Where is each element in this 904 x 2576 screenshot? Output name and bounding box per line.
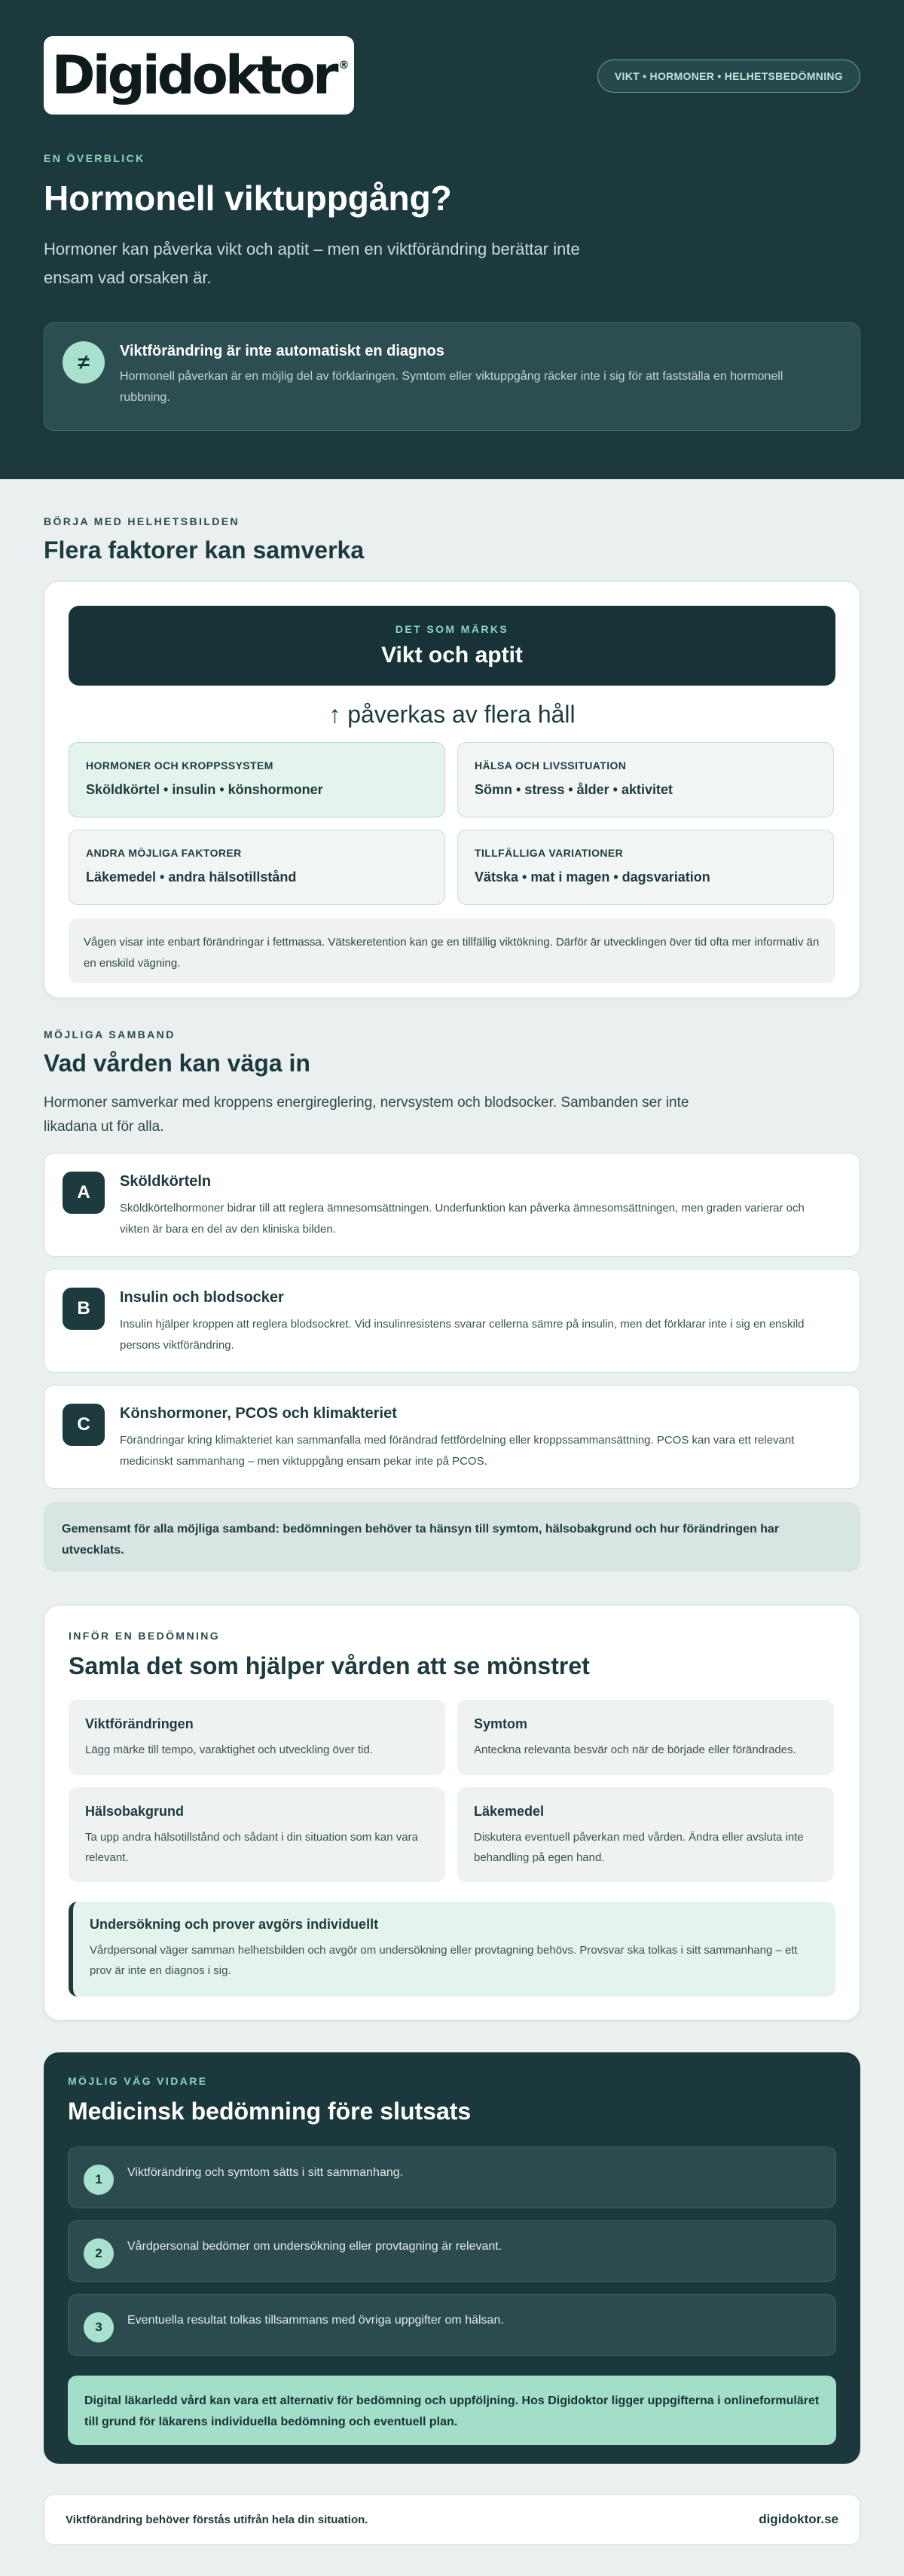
footer-site-link[interactable]: digidoktor.se <box>759 2512 838 2526</box>
factor-value: Sköldkörtel • insulin • könshormoner <box>86 782 323 797</box>
mechanisms-title: Vad vården kan väga in <box>44 1050 310 1077</box>
factor-grid <box>69 742 835 905</box>
mechanism-badge: B <box>63 1288 105 1330</box>
hero-eyebrow: EN ÖVERBLICK <box>44 152 145 164</box>
factor-value: Vätska • mat i magen • dagsvariation <box>475 869 710 885</box>
factor-temporary <box>457 830 834 905</box>
tip-grid <box>69 1700 835 1882</box>
common-note: Gemensamt för alla möjliga samband: bedömningen behöver ta hänsyn till symtom, hälsobakgrund och hur förändringen har utvecklats. <box>44 1502 860 1572</box>
notice-text: Hormonell påverkan är en möjlig del av förklaringen. Symtom eller viktuppgång räcker inte i sig för att fastställa en hormonell rubbning. <box>120 370 783 404</box>
prep-section <box>0 1605 904 2021</box>
step-number: 2 <box>84 2238 114 2269</box>
notice-title: Viktförändring är inte automatiskt en diagnos <box>120 343 444 359</box>
not-equal-icon: ≠ <box>63 341 105 383</box>
mechanism-text: Förändringar kring klimakteriet kan sammanfalla med förändrad fettfördelning eller kroppssammansättning. PCOS kan vara ett relevant medicinskt sammanhang – men viktuppgång ensam pekar inte på PCOS. <box>120 1434 795 1468</box>
tip-title: Läkemedel <box>474 1804 545 1819</box>
step-item <box>68 2147 836 2208</box>
path-card <box>44 2052 860 2464</box>
mechanism-card-thyroid <box>44 1153 860 1257</box>
factors-card <box>44 581 860 998</box>
factor-key: HORMONER OCH KROPPSSYSTEM <box>86 759 273 772</box>
tip-medication <box>457 1787 834 1882</box>
mechanism-badge: C <box>63 1404 105 1446</box>
factor-key: TILLFÄLLIGA VARIATIONER <box>475 847 624 859</box>
step-item <box>68 2220 836 2282</box>
logo-text: Digidoktor ® <box>51 44 350 106</box>
mechanism-text: Insulin hjälper kroppen att reglera blodsockret. Vid insulinresistens svarar cellerna sämre på insulin, men det förklarar inte i sig en enskild persons viktförändring. <box>120 1318 805 1352</box>
exam-text: Vårdpersonal väger samman helhetsbilden och avgör om undersökning eller provtagning behövs. Provsvar ska tolkas i sitt sammanhang – ett prov är inte en diagnos i sig. <box>90 1944 798 1977</box>
step-text: Eventuella resultat tolkas tillsammans med övriga uppgifter om hälsan. <box>127 2314 504 2327</box>
factors-eyebrow: BÖRJA MED HELHETSBILDEN <box>44 515 240 527</box>
tip-title: Viktförändringen <box>85 1716 194 1731</box>
step-item <box>68 2294 836 2356</box>
exam-title: Undersökning och prover avgörs individuellt <box>90 1917 379 1932</box>
weight-appetite-banner <box>69 606 835 686</box>
factor-health <box>457 742 834 817</box>
page-title: Hormonell viktuppgång? <box>44 179 452 218</box>
topic-pill: VIKT • HORMONER • HELHETSBEDÖMNING <box>597 60 860 93</box>
factor-key: HÄLSA OCH LIVSSITUATION <box>475 759 627 772</box>
hero-lead: Hormoner kan påverka vikt och aptit – men en viktförändring berättar inte ensam vad orsaken är. <box>44 240 580 287</box>
step-number: 3 <box>84 2312 114 2342</box>
factors-title: Flera faktorer kan samverka <box>44 536 365 564</box>
mechanism-badge: A <box>63 1172 105 1214</box>
footer-note: Viktförändring behöver förstås utifrån hela din situation. <box>66 2513 368 2526</box>
hero-header <box>0 0 904 479</box>
brand-logo[interactable] <box>44 36 354 115</box>
banner-label: DET SOM MÄRKS <box>395 623 509 635</box>
mechanism-title: Sköldkörteln <box>120 1173 212 1190</box>
tip-text: Diskutera eventuell påverkan med vården. Ändra eller avsluta inte behandling på egen hand. <box>474 1831 804 1864</box>
prep-title: Samla det som hjälper vården att se mönstret <box>69 1652 590 1679</box>
path-section <box>0 2052 904 2464</box>
mechanisms-eyebrow: MÖJLIGA SAMBAND <box>44 1028 176 1040</box>
mechanism-card-insulin <box>44 1269 860 1373</box>
tip-weight-change <box>69 1700 445 1775</box>
diagnosis-notice <box>44 322 860 431</box>
mechanisms-section <box>0 998 904 1572</box>
mechanism-card-sex-hormones <box>44 1385 860 1489</box>
mechanism-text: Sköldkörtelhormoner bidrar till att reglera ämnesomsättningen. Underfunktion kan påverka ämnesomsättningen, men graden varierar och vikten är bara en del av den kliniska bilden. <box>120 1202 805 1236</box>
step-number: 1 <box>84 2165 114 2195</box>
prep-eyebrow: INFÖR EN BEDÖMNING <box>69 1630 221 1642</box>
tip-title: Symtom <box>474 1716 528 1731</box>
factors-section <box>0 479 904 998</box>
influence-line: ↑ påverkas av flera håll <box>328 701 576 728</box>
tip-symptoms <box>457 1700 834 1775</box>
tip-text: Lägg märke till tempo, varaktighet och utveckling över tid. <box>85 1743 373 1756</box>
prep-card <box>44 1605 860 2021</box>
mechanism-title: Könshormoner, PCOS och klimakteriet <box>120 1405 397 1422</box>
digital-care-callout: Digital läkarledd vård kan vara ett alternativ för bedömning och uppföljning. Hos Digidoktor ligger uppgifterna i onlineformuläret till grund för läkarens individuella bedömning och eventuell plan. <box>68 2376 836 2445</box>
factor-hormones <box>69 742 445 817</box>
scale-note: Vågen visar inte enbart förändringar i fettmassa. Vätskeretention kan ge en tillfällig viktökning. Därför är utvecklingen över tid ofta mer informativ än en enskild vägning. <box>69 918 835 983</box>
step-text: Vårdpersonal bedömer om undersökning eller provtagning är relevant. <box>127 2240 502 2253</box>
tip-title: Hälsobakgrund <box>85 1804 185 1819</box>
path-title: Medicinsk bedömning före slutsats <box>68 2098 472 2125</box>
step-text: Viktförändring och symtom sätts i sitt sammanhang. <box>127 2166 404 2179</box>
mechanism-title: Insulin och blodsocker <box>120 1289 284 1306</box>
exam-callout <box>69 1902 835 1997</box>
factor-value: Sömn • stress • ålder • aktivitet <box>475 782 673 797</box>
banner-title: Vikt och aptit <box>381 643 523 668</box>
factor-other <box>69 830 445 905</box>
factor-value: Läkemedel • andra hälsotillstånd <box>86 869 297 885</box>
mechanisms-lead: Hormoner samverkar med kroppens energireglering, nervsystem och blodsocker. Sambanden ser inte likadana ut för alla. <box>44 1095 689 1135</box>
step-list <box>68 2147 836 2356</box>
path-eyebrow: MÖJLIG VÄG VIDARE <box>68 2075 208 2087</box>
tip-health-background <box>69 1787 445 1882</box>
tip-text: Ta upp andra hälsotillstånd och sådant i din situation som kan vara relevant. <box>85 1831 418 1864</box>
footer <box>44 2494 860 2545</box>
factor-key: ANDRA MÖJLIGA FAKTORER <box>86 847 242 859</box>
tip-text: Anteckna relevanta besvär och när de började eller förändrades. <box>474 1743 796 1756</box>
